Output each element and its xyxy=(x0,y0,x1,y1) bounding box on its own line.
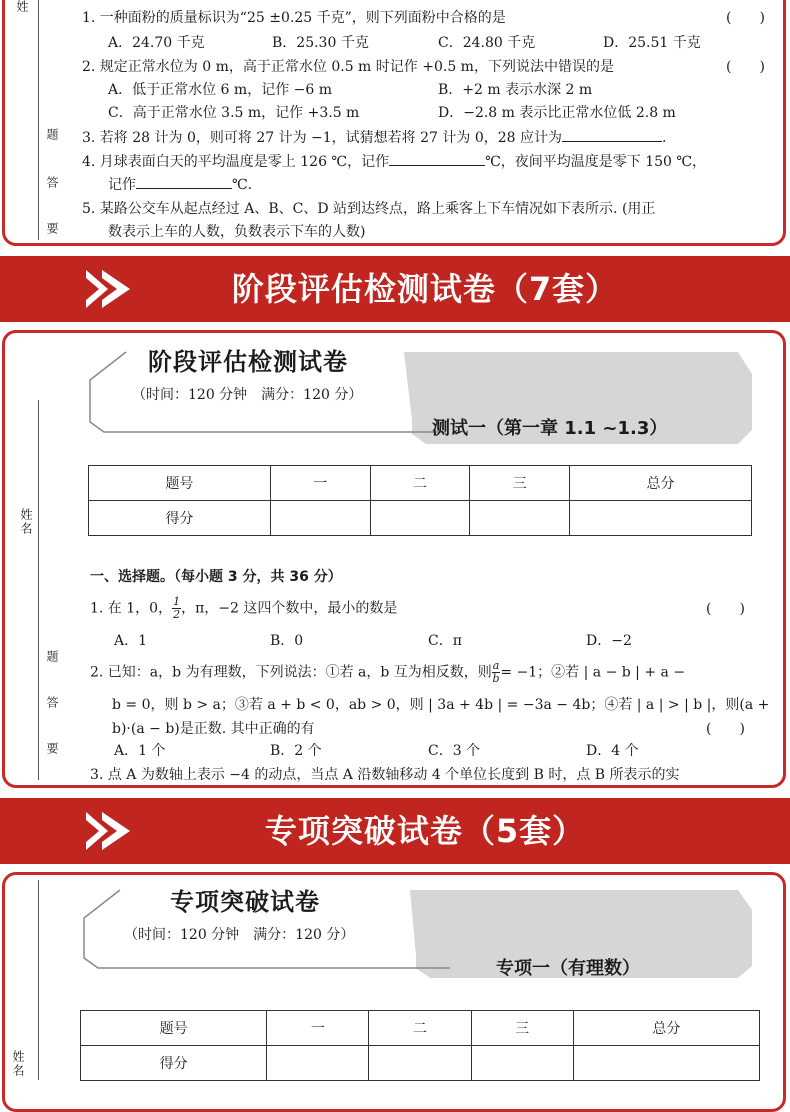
side-label: 答 xyxy=(45,696,59,710)
banner-title: 阶段评估检测试卷（7套） xyxy=(231,270,619,308)
table-header-cell: 题号 xyxy=(81,1011,267,1046)
side-label: 答 xyxy=(45,176,59,190)
option-b: B．25.30 千克 xyxy=(272,35,369,51)
option-c: C．3 个 xyxy=(428,743,481,759)
side-label: 题 xyxy=(45,128,59,142)
table-header-cell: 一 xyxy=(270,466,370,501)
question-1-text: 1. 在 1，0， xyxy=(90,600,173,617)
fraction-numerator: 1 xyxy=(173,595,181,608)
score-cell[interactable] xyxy=(370,501,470,536)
question-4-text: 4. 月球表面白天的平均温度是零上 126 ℃，记作 xyxy=(82,154,390,170)
section-heading: 一、选择题。（每小题 3 分，共 36 分） xyxy=(90,569,342,585)
question-2-text: = −1；②若 | a − b | + a − xyxy=(500,664,686,681)
fraction-denominator: 2 xyxy=(173,608,181,621)
score-cell[interactable] xyxy=(471,1046,573,1081)
binding-line xyxy=(38,400,39,780)
answer-paren: ( ) xyxy=(726,10,765,26)
side-label: 要 xyxy=(45,222,59,236)
table-header-cell: 一 xyxy=(267,1011,369,1046)
score-table xyxy=(88,465,752,536)
option-b: B．0 xyxy=(270,633,304,649)
score-cell[interactable] xyxy=(267,1046,369,1081)
option-c: C．π xyxy=(428,633,462,649)
question-2 xyxy=(90,660,685,685)
option-c: C．高于正常水位 3.5 m，记作 +3.5 m xyxy=(108,105,360,121)
option-c: C．24.80 千克 xyxy=(438,35,536,51)
section-banner xyxy=(0,798,790,864)
score-cell[interactable] xyxy=(570,501,752,536)
side-label-name: 姓名 xyxy=(19,508,33,536)
question-4-line2 xyxy=(108,174,252,194)
score-cell[interactable] xyxy=(270,501,370,536)
question-2-line2: b = 0，则 b > a；③若 a + b < 0，ab > 0，则 | 3a + 4b | = −3a − 4b；④若 | a | > | b |，则(a + xyxy=(112,697,770,713)
paper-meta: （时间：120 分钟 满分：120 分） xyxy=(124,927,355,943)
table-row xyxy=(89,501,752,536)
side-label: 题 xyxy=(45,650,59,664)
question-2-text: 2. 已知：a，b 为有理数，下列说法：①若 a，b 互为相反数，则 xyxy=(90,664,492,681)
fraction xyxy=(172,596,181,621)
question-3 xyxy=(82,127,666,147)
question-2-line3: b)·(a − b)是正数. 其中正确的有 xyxy=(112,721,315,737)
fraction-denominator: b xyxy=(492,672,500,685)
blank-underline xyxy=(562,129,662,142)
question-1-text: ，π，−2 这四个数中，最小的数是 xyxy=(181,600,398,617)
option-a: A．24.70 千克 xyxy=(108,35,205,51)
section-banner xyxy=(0,256,790,322)
paper-title: 专项突破试卷 xyxy=(170,887,320,916)
table-header-cell: 三 xyxy=(470,466,570,501)
option-a: A．低于正常水位 6 m，记作 −6 m xyxy=(108,82,333,98)
score-table xyxy=(80,1010,760,1081)
test-title: 专项一（有理数） xyxy=(496,958,640,979)
option-d: D．4 个 xyxy=(586,743,639,759)
table-row-label: 得分 xyxy=(81,1046,267,1081)
option-d: D．−2 xyxy=(586,633,632,649)
table-row-label: 得分 xyxy=(89,501,271,536)
table-header-cell: 三 xyxy=(471,1011,573,1046)
blank-underline xyxy=(389,153,485,166)
table-header-cell: 二 xyxy=(369,1011,471,1046)
paper-title: 阶段评估检测试卷 xyxy=(148,347,348,376)
option-a: A．1 个 xyxy=(114,743,166,759)
question-4-text: ℃. xyxy=(232,177,253,193)
score-cell[interactable] xyxy=(573,1046,759,1081)
question-2: 2. 规定正常水位为 0 m，高于正常水位 0.5 m 时记作 +0.5 m，下列说法中错误的是 xyxy=(82,59,614,75)
question-1 xyxy=(90,596,397,621)
table-row xyxy=(81,1046,760,1081)
table-row xyxy=(81,1011,760,1046)
test-title: 测试一（第一章 1.1 ~1.3） xyxy=(432,418,668,439)
fraction-numerator: a xyxy=(492,659,500,672)
table-header-cell: 二 xyxy=(370,466,470,501)
binding-line xyxy=(38,0,39,240)
answer-paren: ( ) xyxy=(706,601,745,617)
table-header-cell: 总分 xyxy=(573,1011,759,1046)
question-4 xyxy=(82,151,706,171)
question-4-text: ℃，夜间平均温度是零下 150 ℃， xyxy=(485,154,707,170)
paper-meta: （时间：120 分钟 满分：120 分） xyxy=(132,387,363,403)
side-label-name: 姓 xyxy=(15,0,29,14)
banner-title: 专项突破试卷（5套） xyxy=(264,812,586,850)
question-4-text: 记作 xyxy=(108,177,136,193)
binding-line xyxy=(38,880,39,1080)
table-row xyxy=(89,466,752,501)
option-b: B．+2 m 表示水深 2 m xyxy=(438,82,593,98)
question-3-end: . xyxy=(662,130,667,146)
answer-paren: ( ) xyxy=(706,721,745,737)
question-5: 5. 某路公交车从起点经过 A、B、C、D 站到达终点，路上乘客上下车情况如下表所示. (用正 xyxy=(82,201,656,217)
blank-underline xyxy=(136,176,232,189)
answer-paren: ( ) xyxy=(726,59,765,75)
option-b: B．2 个 xyxy=(270,743,322,759)
question-3: 3. 点 A 为数轴上表示 −4 的动点，当点 A 沿数轴移动 4 个单位长度到 B 时，点 B 所表示的实 xyxy=(90,767,680,783)
table-header-cell: 题号 xyxy=(89,466,271,501)
option-d: D．−2.8 m 表示比正常水位低 2.8 m xyxy=(438,105,676,121)
table-header-cell: 总分 xyxy=(570,466,752,501)
question-3-text: 3. 若将 28 计为 0，则可将 27 计为 −1，试猜想若将 27 计为 0，28 应计为 xyxy=(82,130,563,146)
option-a: A．1 xyxy=(114,633,148,649)
option-d: D．25.51 千克 xyxy=(603,35,701,51)
score-cell[interactable] xyxy=(470,501,570,536)
question-1: 1. 一种面粉的质量标识为“25 ±0.25 千克”，则下列面粉中合格的是 xyxy=(82,10,506,26)
side-label: 要 xyxy=(45,742,59,756)
question-5-line2: 数表示上车的人数，负数表示下车的人数) xyxy=(108,224,366,240)
side-label-name: 姓名 xyxy=(11,1050,25,1078)
score-cell[interactable] xyxy=(369,1046,471,1081)
